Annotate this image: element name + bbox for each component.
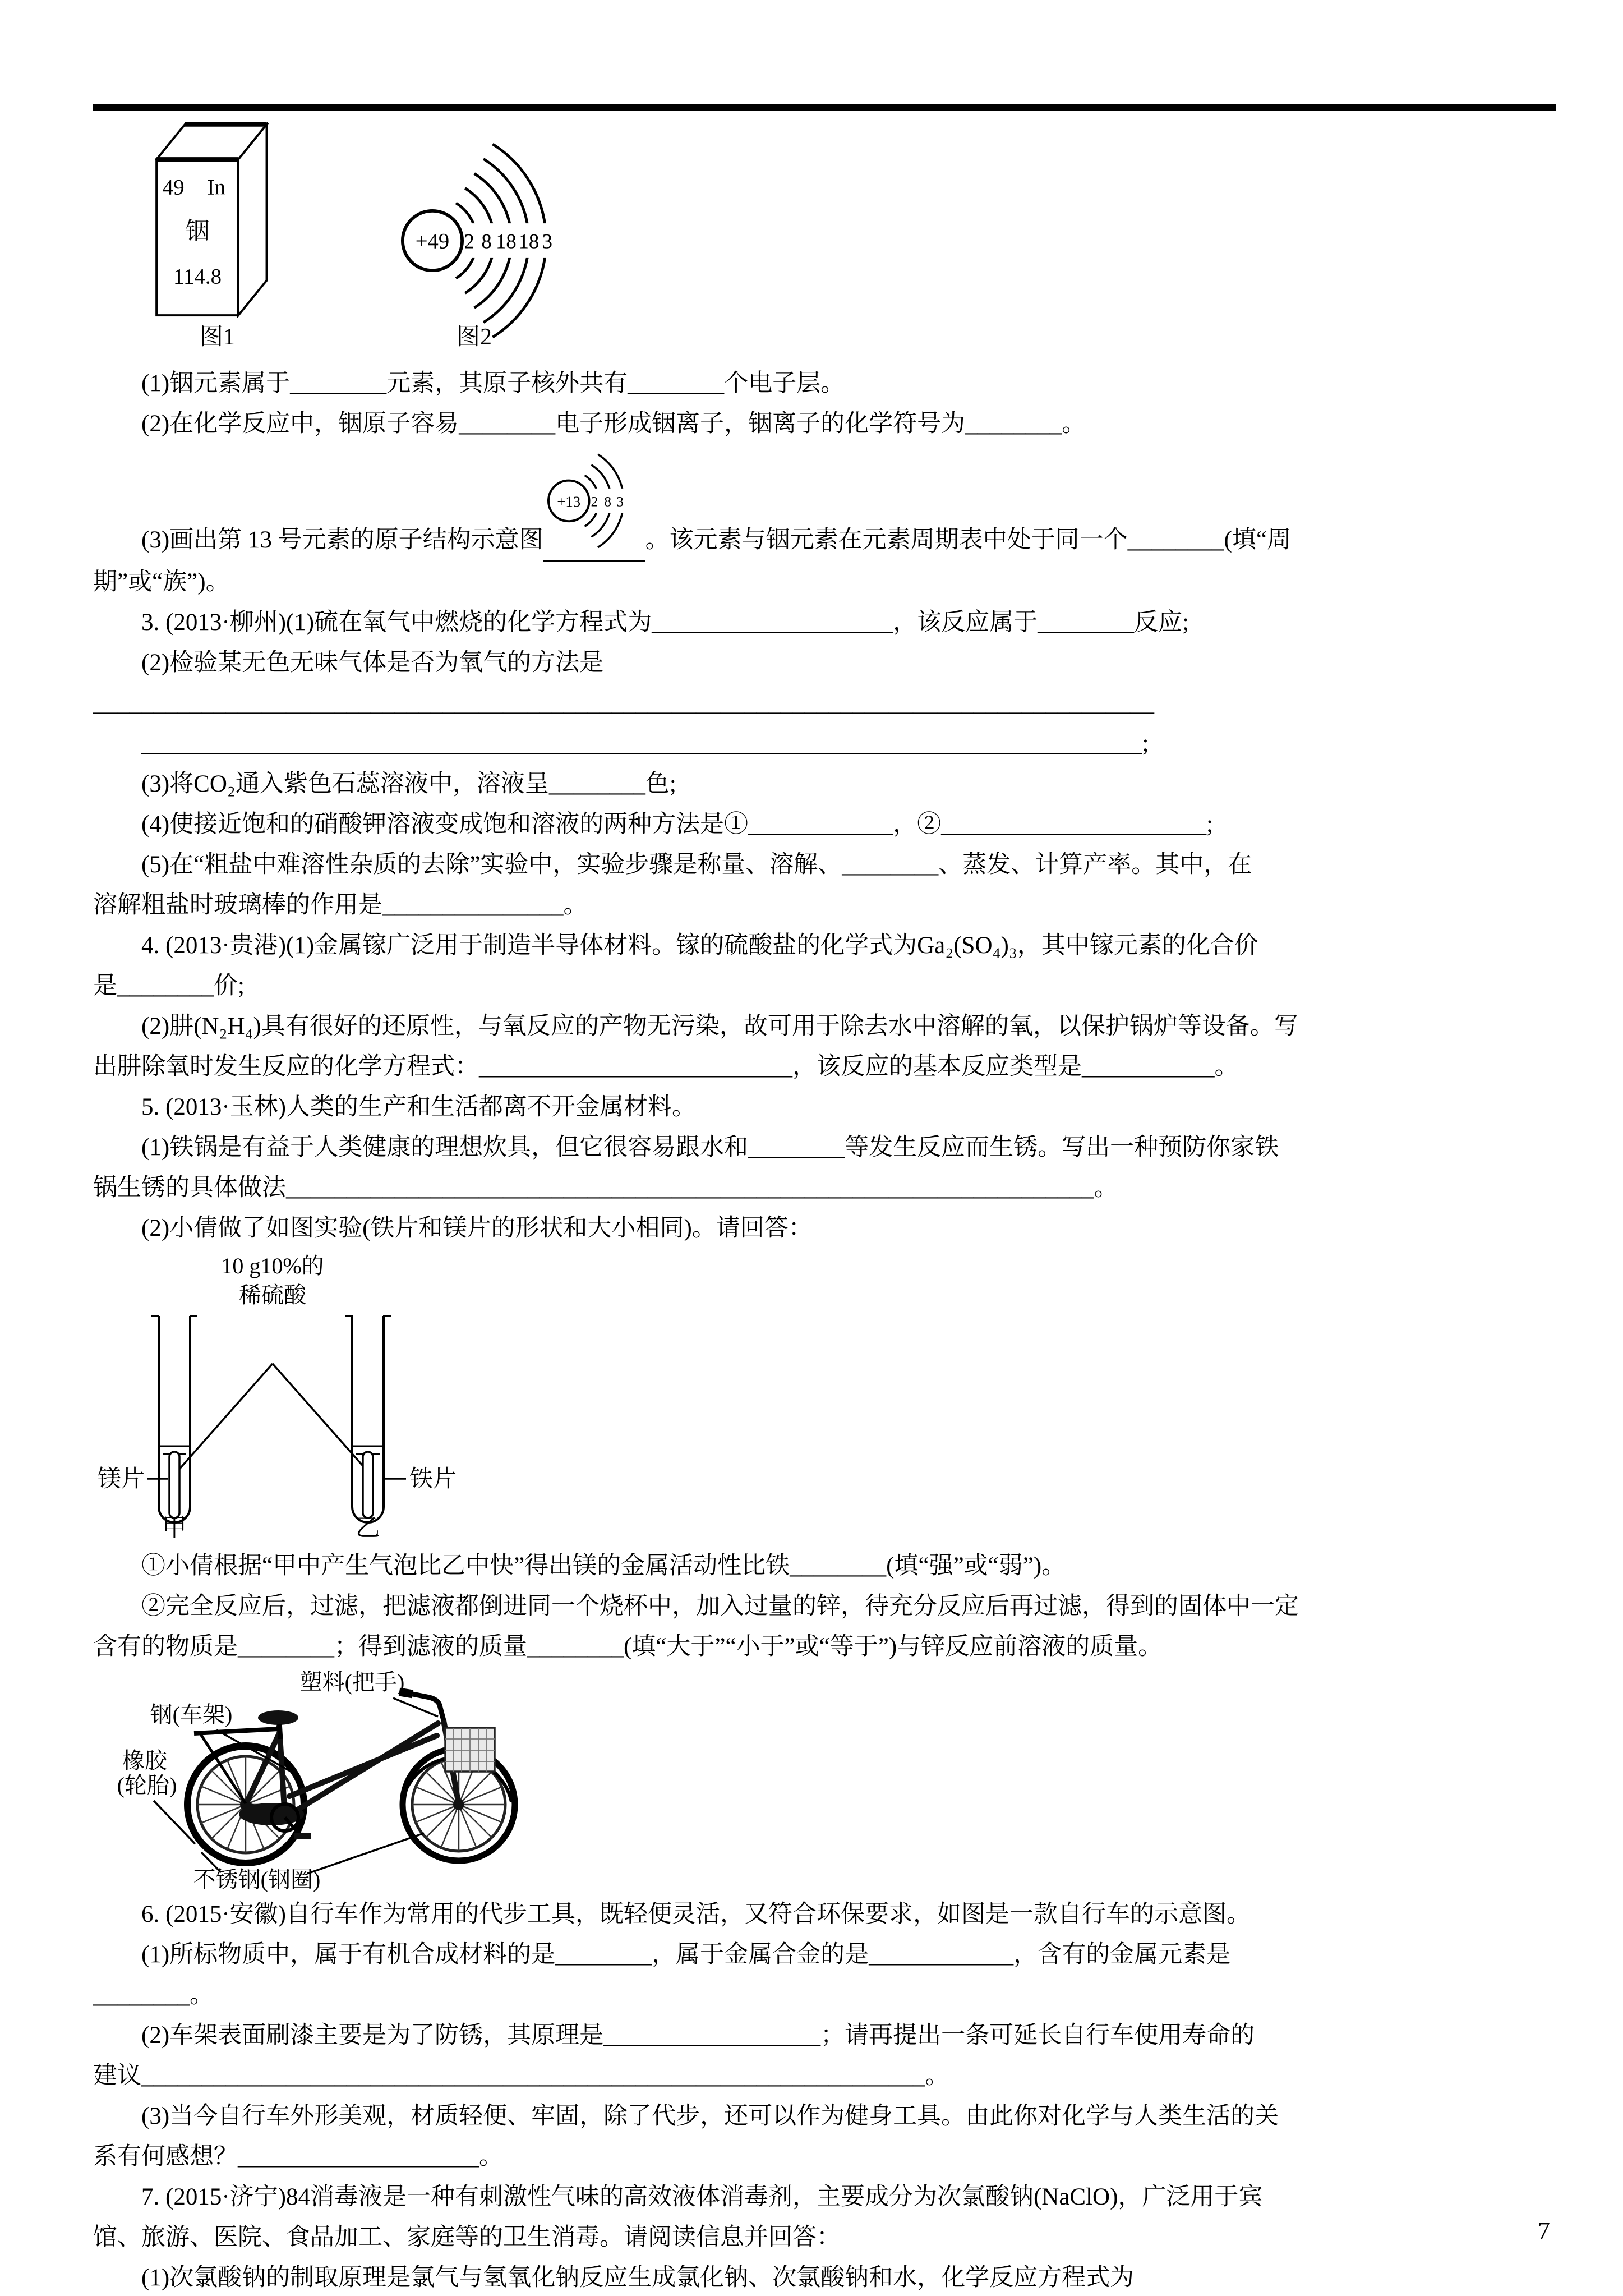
test-tubes-drawing — [93, 1249, 587, 1540]
nucleus-charge: +49 — [415, 229, 450, 254]
shell1-electrons: 2 — [464, 229, 474, 253]
line-q5-2: (2)小倩做了如图实验(铁片和镁片的形状和大小相同)。请回答： — [141, 1215, 813, 1241]
line-q4-2b: 出肼除氧时发生反应的化学方程式：__________________________，该反应的基本反应类型是___________。 — [93, 1053, 1239, 1080]
al-shell2-electrons: 8 — [603, 494, 611, 510]
line-q5-1a: (1)铁锅是有益于人类健康的理想炊具，但它很容易跟水和________等发生反应而生锈。写出一种预防你家铁 — [141, 1134, 1279, 1161]
line-q4-1b: 是________价; — [93, 973, 245, 999]
line-q6-3a: (3)当今自行车外形美观，材质轻便、牢固，除了代步，还可以作为健身工具。由此你对化学与人类生活的关 — [141, 2103, 1279, 2129]
worksheet-content — [0, 104, 1623, 2296]
line-q4-2a: (2)肼(N₂H₄)具有很好的还原性，与氧反应的产物无污染，故可用于除去水中溶解的氧，以保护锅炉等设备。写 — [141, 1013, 1298, 1039]
iron-strip-label: 铁片 — [409, 1466, 457, 1492]
line-q7-b: 馆、旅游、医院、食品加工、家庭等的卫生消毒。请阅读信息并回答： — [93, 2224, 841, 2251]
handlebar-material-label: 塑料(把手) — [299, 1669, 405, 1695]
rear-rack — [194, 1729, 278, 1733]
line-q2-1: (1)铟元素属于________元素，其原子核外共有________个电子层。 — [141, 370, 845, 397]
page-number: 7 — [1538, 2217, 1550, 2244]
test-tube-experiment-figure — [93, 1249, 1556, 1546]
line-q3-2: (2)检验某无色无味气体是否为氧气的方法是 — [141, 650, 604, 676]
line-q7-a: 7. (2015·济宁)84消毒液是一种有刺激性气味的高效液体消毒剂，主要成分为次氯酸钠(NaClO)，广泛用于宾 — [141, 2184, 1263, 2210]
line-q5-mark1: ①小倩根据“甲中产生气泡比乙中快”得出镁的金属活动性比铁________(填“强”或“弱”)。 — [141, 1553, 1066, 1579]
bicycle-drawing — [110, 1667, 581, 1892]
tire-material-label-1: 橡胶 — [122, 1748, 167, 1773]
shell3-electrons: 18 — [496, 229, 517, 253]
line-q6-head: 6. (2015·安徽)自行车作为常用的代步工具，既轻便灵活，又符合环保要求，如图是一款自行车的示意图。 — [141, 1901, 1251, 1927]
frame-material-label: 钢(车架) — [150, 1702, 233, 1727]
line-q7-1: (1)次氯酸钠的制取原理是氯气与氢氧化钠反应生成氯化钠、次氯酸钠和水，化学反应方程式为 — [141, 2265, 1135, 2291]
line-q6-1a: (1)所标物质中，属于有机合成材料的是________，属于金属合金的是____________，含有的金属元素是 — [141, 1941, 1231, 1968]
line-q2-3 — [93, 444, 1556, 562]
line-q3-4: (4)使接近饱和的硝酸钾溶液变成饱和溶液的两种方法是①____________，②______________________; — [141, 811, 1214, 838]
magnesium-strip-label: 镁片 — [97, 1466, 145, 1492]
line-q3-3: (3)将CO₂通入紫色石蕊溶液中，溶液呈________色; — [141, 771, 676, 797]
line-q6-1b: ________。 — [93, 1982, 214, 2008]
shell5-electrons: 3 — [542, 229, 552, 253]
line-q6-2a: (2)车架表面刷漆主要是为了防锈，其原理是__________________；请再提出一条可延长自行车使用寿命的 — [141, 2022, 1255, 2049]
figure1-caption: 图1 — [200, 324, 236, 350]
line-q4-head: 4. (2013·贵港)(1)金属镓广泛用于制造半导体材料。镓的硫酸盐的化学式为Ga₂(SO₄)₃，其中镓元素的化合价 — [141, 932, 1258, 959]
aluminum-atom-structure-figure — [543, 444, 645, 562]
element-cell-figure — [155, 121, 280, 318]
line-q5-1b: 锅生锈的具体做法___________________________________________________________________。 — [93, 1175, 1118, 1201]
line-q3-answer-blank-1: ________________________________________________________________________________________ — [93, 690, 1154, 716]
acid-label-line2: 稀硫酸 — [239, 1282, 306, 1308]
al-nucleus-charge: +13 — [556, 493, 580, 510]
line-q3-5a: (5)在“粗盐中难溶性杂质的去除”实验中，实验步骤是称量、溶解、________、蒸发、计算产率。其中，在 — [141, 852, 1252, 878]
line-q2-2: (2)在化学反应中，铟原子容易________电子形成铟离子，铟离子的化学符号为________。 — [141, 411, 1086, 437]
line-q3-answer-blank-2: ___________________________________________________________________________________; — [141, 730, 1149, 757]
basket — [445, 1728, 495, 1772]
indium-figures — [93, 111, 1556, 364]
shell2-electrons: 8 — [481, 229, 492, 253]
line-q2-3-cont: 期”或“族”)。 — [93, 569, 230, 595]
q2-3-text-after: 。该元素与铟元素在元素周期表中处于同一个________(填“周 — [645, 527, 1292, 553]
al-shell3-electrons: 3 — [616, 494, 624, 510]
line-q5-mark2b: 含有的物质是________；得到滤液的质量________(填“大于”“小于”或“等于”)与锌反应前溶液的质量。 — [93, 1634, 1163, 1660]
line-q3-5b: 溶解粗盐时玻璃棒的作用是_______________。 — [93, 892, 588, 918]
top-rule — [93, 104, 1556, 111]
line-q5-head: 5. (2013·玉林)人类的生产和生活都离不开金属材料。 — [141, 1094, 696, 1120]
element-mass: 114.8 — [173, 264, 222, 289]
line-q6-3b: 系有何感想？____________________。 — [93, 2143, 503, 2170]
al-shell1-electrons: 2 — [591, 494, 598, 510]
line-q5-mark2a: ②完全反应后，过滤，把滤液都倒进同一个烧杯中，加入过量的锌，待充分反应后再过滤，得到的固体中一定 — [141, 1593, 1299, 1619]
bicycle-figure — [93, 1667, 1556, 1894]
line-q3-head: 3. (2013·柳州)(1)硫在氧气中燃烧的化学方程式为____________________，该反应属于________反应; — [141, 609, 1189, 636]
rim-material-label: 不锈钢(钢圈) — [193, 1867, 321, 1892]
element-name: 铟 — [185, 218, 210, 245]
tube-jia-label: 甲 — [162, 1514, 187, 1540]
tube-yi-label: 乙 — [356, 1514, 380, 1540]
figure2-caption: 图2 — [457, 324, 492, 350]
pedal — [294, 1833, 311, 1839]
acid-label-line1: 10 g10%的 — [221, 1253, 324, 1278]
tire-material-label-2: (轮胎) — [117, 1773, 177, 1798]
line-q6-2b: 建议_________________________________________________________________。 — [93, 2063, 949, 2089]
element-atomic-number: 49 — [162, 175, 185, 200]
q2-3-text-before: (3)画出第 13 号元素的原子结构示意图 — [141, 527, 543, 553]
element-symbol: In — [207, 175, 225, 200]
shell4-electrons: 18 — [518, 229, 540, 253]
seat — [258, 1710, 298, 1725]
